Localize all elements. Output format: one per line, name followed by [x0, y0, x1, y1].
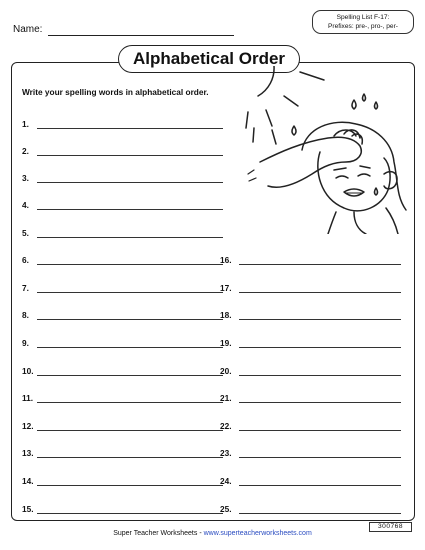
answer-line[interactable]	[239, 402, 401, 403]
answer-line[interactable]	[239, 264, 401, 265]
item-number: 10.	[22, 366, 34, 376]
name-write-line[interactable]	[48, 35, 234, 36]
answer-line[interactable]	[37, 402, 223, 403]
answer-line[interactable]	[37, 375, 223, 376]
tag-line-2: Prefixes: pre-, pro-, per-	[328, 23, 398, 30]
footer-brand: Super Teacher Worksheets	[113, 530, 198, 537]
item-number: 1.	[22, 119, 29, 129]
mouth	[344, 189, 364, 196]
item-number: 23.	[220, 448, 232, 458]
tag-line-1: Spelling List F-17:	[336, 14, 390, 21]
brow-right	[360, 166, 370, 168]
instructions: Write your spelling words in alphabetical order.	[22, 87, 209, 97]
sun-rays-icon	[246, 72, 324, 144]
item-number: 6.	[22, 255, 29, 265]
footer-url-link[interactable]: www.superteacherworksheets.com	[203, 530, 312, 537]
answer-line[interactable]	[239, 375, 401, 376]
answer-line[interactable]	[37, 182, 223, 183]
answer-line[interactable]	[37, 292, 223, 293]
name-row	[13, 24, 253, 38]
item-number: 17.	[220, 283, 232, 293]
answer-line[interactable]	[37, 457, 223, 458]
answer-line[interactable]	[239, 319, 401, 320]
item-number: 20.	[220, 366, 232, 376]
item-number: 2.	[22, 146, 29, 156]
item-number: 13.	[22, 448, 34, 458]
item-number: 11.	[22, 393, 34, 403]
answer-line[interactable]	[239, 513, 401, 514]
eye-right-icon	[358, 174, 370, 176]
item-number: 16.	[220, 255, 232, 265]
answer-line[interactable]	[239, 292, 401, 293]
sweat-drop-icons	[292, 94, 378, 195]
answer-line[interactable]	[37, 430, 223, 431]
worksheet-title: Alphabetical Order	[118, 45, 300, 73]
answer-line[interactable]	[37, 209, 223, 210]
answer-line[interactable]	[37, 347, 223, 348]
spelling-list-tag	[312, 10, 414, 34]
sweating-kid-illustration	[236, 66, 416, 234]
item-number: 18.	[220, 310, 232, 320]
motion-lines	[248, 170, 256, 181]
answer-line[interactable]	[239, 457, 401, 458]
answer-line[interactable]	[239, 347, 401, 348]
answer-line[interactable]	[37, 319, 223, 320]
item-number: 22.	[220, 421, 232, 431]
item-number: 15.	[22, 504, 34, 514]
answer-line[interactable]	[239, 430, 401, 431]
item-number: 14.	[22, 476, 34, 486]
eye-left-icon	[336, 176, 348, 178]
answer-line[interactable]	[37, 513, 223, 514]
brow-left	[334, 168, 346, 170]
name-label: Name:	[13, 24, 43, 35]
neck	[354, 212, 366, 234]
item-number: 8.	[22, 310, 29, 320]
footer	[0, 530, 425, 537]
answer-line[interactable]	[37, 128, 223, 129]
answer-line[interactable]	[37, 237, 223, 238]
item-number: 7.	[22, 283, 29, 293]
item-number: 12.	[22, 421, 34, 431]
item-number: 19.	[220, 338, 232, 348]
item-number: 4.	[22, 200, 29, 210]
item-number: 25.	[220, 504, 232, 514]
item-number: 5.	[22, 228, 29, 238]
item-number: 3.	[22, 173, 29, 183]
sun-icon	[258, 66, 274, 96]
worksheet-code: 300768	[369, 522, 412, 532]
footer-separator: -	[197, 530, 204, 537]
shirt	[328, 208, 398, 234]
item-number: 24.	[220, 476, 232, 486]
arm	[260, 137, 361, 187]
answer-line[interactable]	[37, 264, 223, 265]
item-number: 21.	[220, 393, 232, 403]
answer-line[interactable]	[37, 485, 223, 486]
answer-line[interactable]	[239, 485, 401, 486]
answer-line[interactable]	[37, 155, 223, 156]
item-number: 9.	[22, 338, 29, 348]
